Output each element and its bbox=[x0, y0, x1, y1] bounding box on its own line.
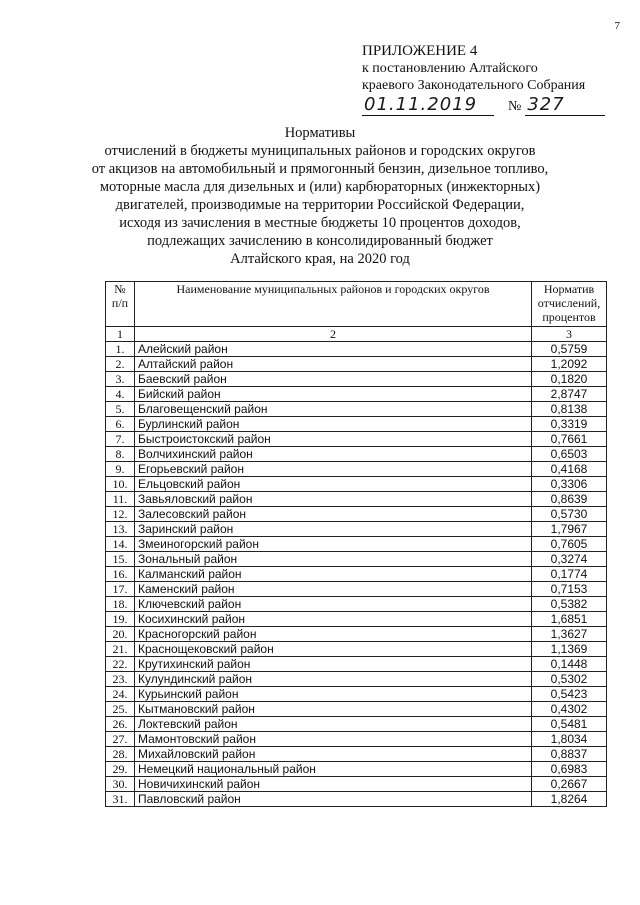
title-line: исходя из зачисления в местные бюджеты 10 процентов доходов, bbox=[119, 215, 521, 231]
table-row bbox=[106, 612, 607, 627]
row-value: 0,7661 bbox=[532, 432, 607, 447]
row-number: 8. bbox=[106, 447, 135, 462]
row-number: 10. bbox=[106, 477, 135, 492]
table-row bbox=[106, 552, 607, 567]
row-name: Павловский район bbox=[135, 792, 532, 807]
table-row bbox=[106, 417, 607, 432]
header-value: Норматив отчислений, процентов bbox=[532, 282, 607, 327]
row-number: 12. bbox=[106, 507, 135, 522]
row-name: Егорьевский район bbox=[135, 462, 532, 477]
row-value: 0,5302 bbox=[532, 672, 607, 687]
table-row bbox=[106, 477, 607, 492]
row-number: 24. bbox=[106, 687, 135, 702]
row-value: 1,8264 bbox=[532, 792, 607, 807]
page-number: 7 bbox=[614, 20, 620, 32]
row-name: Бийский район bbox=[135, 387, 532, 402]
row-number: 22. bbox=[106, 657, 135, 672]
title-line: от акцизов на автомобильный и прямогонный бензин, дизельное топливо, bbox=[91, 161, 549, 177]
table-row bbox=[106, 507, 607, 522]
row-name: Краснощековский район bbox=[135, 642, 532, 657]
row-name: Алтайский район bbox=[135, 357, 532, 372]
table-row bbox=[106, 537, 607, 552]
number-label: № bbox=[508, 99, 522, 114]
row-name: Калманский район bbox=[135, 567, 532, 582]
table-row bbox=[106, 357, 607, 372]
row-number: 5. bbox=[106, 402, 135, 417]
row-name: Благовещенский район bbox=[135, 402, 532, 417]
appendix-block bbox=[362, 43, 624, 116]
row-name: Кытмановский район bbox=[135, 702, 532, 717]
row-name: Новичихинский район bbox=[135, 777, 532, 792]
table-row bbox=[106, 777, 607, 792]
title-line: отчислений в бюджеты муниципальных районов и городских округов bbox=[104, 143, 536, 159]
row-number: 9. bbox=[106, 462, 135, 477]
row-number: 13. bbox=[106, 522, 135, 537]
row-value: 0,5759 bbox=[532, 342, 607, 357]
row-value: 0,8837 bbox=[532, 747, 607, 762]
table-row bbox=[106, 387, 607, 402]
table-row bbox=[106, 492, 607, 507]
row-name: Кулундинский район bbox=[135, 672, 532, 687]
title-line: Нормативы bbox=[284, 125, 356, 141]
row-name: Быстроистокский район bbox=[135, 432, 532, 447]
row-value: 1,1369 bbox=[532, 642, 607, 657]
table-row bbox=[106, 717, 607, 732]
table-row bbox=[106, 627, 607, 642]
row-name: Залесовский район bbox=[135, 507, 532, 522]
date-number-line bbox=[362, 94, 624, 116]
title-line: двигателей, производимые на территории Российской Федерации, bbox=[115, 197, 525, 213]
row-number: 20. bbox=[106, 627, 135, 642]
row-number: 27. bbox=[106, 732, 135, 747]
row-name: Мамонтовский район bbox=[135, 732, 532, 747]
table-row bbox=[106, 462, 607, 477]
row-name: Волчихинский район bbox=[135, 447, 532, 462]
title-line: моторные масла для дизельных и (или) карбюраторных (инжекторных) bbox=[99, 179, 541, 195]
row-value: 0,8639 bbox=[532, 492, 607, 507]
header-num: № п/п bbox=[106, 282, 135, 327]
table-row bbox=[106, 792, 607, 807]
table-row bbox=[106, 702, 607, 717]
table-row bbox=[106, 687, 607, 702]
row-name: Алейский район bbox=[135, 342, 532, 357]
row-name: Заринский район bbox=[135, 522, 532, 537]
row-name: Бурлинский район bbox=[135, 417, 532, 432]
row-number: 15. bbox=[106, 552, 135, 567]
row-value: 1,3627 bbox=[532, 627, 607, 642]
row-name: Курьинский район bbox=[135, 687, 532, 702]
title-line: Алтайского края, на 2020 год bbox=[230, 251, 410, 267]
row-name: Немецкий национальный район bbox=[135, 762, 532, 777]
table-row bbox=[106, 657, 607, 672]
row-value: 0,6503 bbox=[532, 447, 607, 462]
row-number: 29. bbox=[106, 762, 135, 777]
row-value: 0,8138 bbox=[532, 402, 607, 417]
appendix-line-1: к постановлению Алтайского bbox=[362, 61, 538, 76]
row-number: 1. bbox=[106, 342, 135, 357]
row-value: 1,8034 bbox=[532, 732, 607, 747]
row-value: 0,5730 bbox=[532, 507, 607, 522]
table-row bbox=[106, 672, 607, 687]
norms-table bbox=[105, 281, 607, 807]
row-number: 16. bbox=[106, 567, 135, 582]
row-number: 23. bbox=[106, 672, 135, 687]
table-row bbox=[106, 597, 607, 612]
table-row bbox=[106, 567, 607, 582]
row-value: 0,7153 bbox=[532, 582, 607, 597]
document-title bbox=[40, 124, 600, 268]
row-value: 1,2092 bbox=[532, 357, 607, 372]
table-header-row bbox=[106, 282, 607, 327]
row-number: 30. bbox=[106, 777, 135, 792]
header-name: Наименование муниципальных районов и городских округов bbox=[135, 282, 532, 327]
table-row bbox=[106, 432, 607, 447]
table-row bbox=[106, 582, 607, 597]
row-value: 0,4168 bbox=[532, 462, 607, 477]
row-value: 0,5423 bbox=[532, 687, 607, 702]
row-number: 19. bbox=[106, 612, 135, 627]
table-row bbox=[106, 732, 607, 747]
row-number: 28. bbox=[106, 747, 135, 762]
row-value: 0,3274 bbox=[532, 552, 607, 567]
row-value: 0,5382 bbox=[532, 597, 607, 612]
row-number: 21. bbox=[106, 642, 135, 657]
appendix-title: ПРИЛОЖЕНИЕ 4 bbox=[362, 43, 478, 59]
row-name: Каменский район bbox=[135, 582, 532, 597]
row-number: 17. bbox=[106, 582, 135, 597]
row-number: 31. bbox=[106, 792, 135, 807]
row-number: 26. bbox=[106, 717, 135, 732]
row-value: 0,2667 bbox=[532, 777, 607, 792]
row-value: 0,5481 bbox=[532, 717, 607, 732]
row-name: Баевский район bbox=[135, 372, 532, 387]
table-row bbox=[106, 372, 607, 387]
row-name: Красногорский район bbox=[135, 627, 532, 642]
handwritten-date: 01.11.2019 bbox=[362, 95, 494, 116]
title-line: подлежащих зачислению в консолидированный бюджет bbox=[147, 233, 493, 249]
row-name: Косихинский район bbox=[135, 612, 532, 627]
index-cell-3: 3 bbox=[532, 327, 607, 342]
row-name: Крутихинский район bbox=[135, 657, 532, 672]
row-number: 4. bbox=[106, 387, 135, 402]
row-number: 18. bbox=[106, 597, 135, 612]
row-value: 2,8747 bbox=[532, 387, 607, 402]
row-value: 0,1774 bbox=[532, 567, 607, 582]
row-number: 11. bbox=[106, 492, 135, 507]
row-value: 0,3306 bbox=[532, 477, 607, 492]
row-number: 25. bbox=[106, 702, 135, 717]
row-name: Ключевский район bbox=[135, 597, 532, 612]
row-number: 2. bbox=[106, 357, 135, 372]
row-value: 1,6851 bbox=[532, 612, 607, 627]
row-value: 0,4302 bbox=[532, 702, 607, 717]
row-number: 3. bbox=[106, 372, 135, 387]
row-value: 0,7605 bbox=[532, 537, 607, 552]
row-name: Локтевский район bbox=[135, 717, 532, 732]
table-row bbox=[106, 642, 607, 657]
table-row bbox=[106, 342, 607, 357]
table-row bbox=[106, 762, 607, 777]
row-name: Зональный район bbox=[135, 552, 532, 567]
row-value: 0,3319 bbox=[532, 417, 607, 432]
table-row bbox=[106, 447, 607, 462]
table-row bbox=[106, 522, 607, 537]
table-index-row bbox=[106, 327, 607, 342]
table-row bbox=[106, 747, 607, 762]
row-value: 0,6983 bbox=[532, 762, 607, 777]
row-value: 0,1448 bbox=[532, 657, 607, 672]
index-cell-1: 1 bbox=[106, 327, 135, 342]
row-name: Ельцовский район bbox=[135, 477, 532, 492]
row-value: 1,7967 bbox=[532, 522, 607, 537]
row-number: 14. bbox=[106, 537, 135, 552]
row-value: 0,1820 bbox=[532, 372, 607, 387]
appendix-line-2: краевого Законодательного Собрания bbox=[362, 78, 586, 93]
row-name: Михайловский район bbox=[135, 747, 532, 762]
row-name: Завьяловский район bbox=[135, 492, 532, 507]
index-cell-2: 2 bbox=[135, 327, 532, 342]
row-number: 7. bbox=[106, 432, 135, 447]
row-name: Змеиногорский район bbox=[135, 537, 532, 552]
table-row bbox=[106, 402, 607, 417]
handwritten-number: 327 bbox=[525, 95, 605, 116]
row-number: 6. bbox=[106, 417, 135, 432]
